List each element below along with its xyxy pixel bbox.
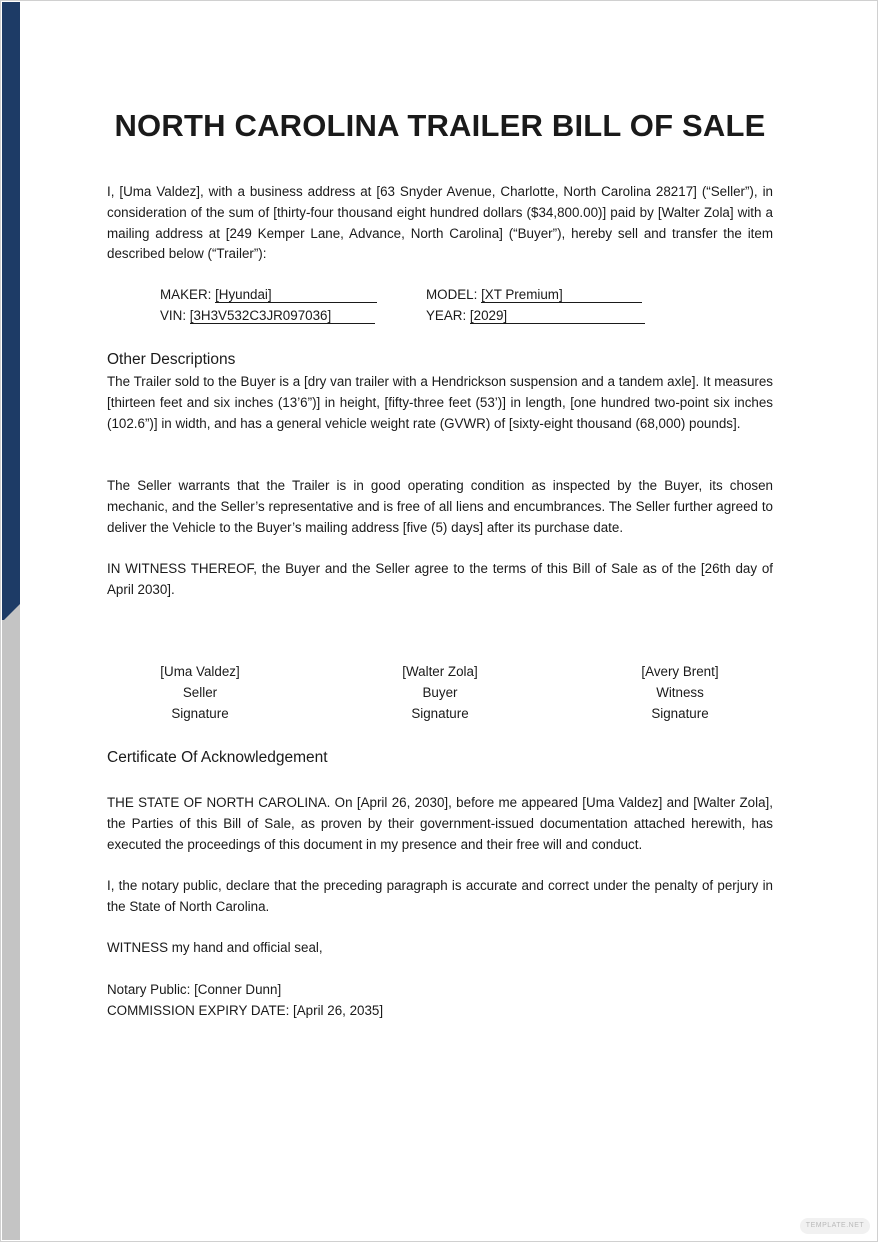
spec-model (426, 285, 642, 306)
notary-name-line: Notary Public: [Conner Dunn] (107, 982, 282, 997)
maker-value: [Hyundai] (215, 287, 377, 303)
spec-maker (160, 285, 377, 306)
signature-role: Witness (656, 684, 704, 700)
witness-paragraph (107, 559, 773, 601)
notary-declaration: I, the notary public, declare that the preceding paragraph is accurate and correct under the penalty of perjury in the State of North Carolina. (107, 878, 773, 914)
signature-block-seller (100, 662, 300, 724)
watermark-badge: TEMPLATE.NET (800, 1218, 870, 1234)
warranty-paragraph: The Seller warrants that the Trailer is in good operating condition as inspected by the Buyer, its chosen mechanic, and the Seller’s representative and is free of all liens and encumbrances. The Seller further agreed to deliver the Vehicle to the Buyer’s mailing address [five (5) days] after its purchase date. (107, 478, 773, 535)
witness-lead: IN WITNESS THEREOF (107, 561, 254, 576)
other-descriptions-heading: Other Descriptions (107, 351, 236, 368)
signature-line: Signature (411, 705, 469, 721)
year-label: YEAR: (426, 308, 470, 323)
side-stripe-navy (2, 2, 20, 620)
signature-name: [Avery Brent] (641, 664, 719, 679)
model-value: [XT Premium] (481, 287, 642, 303)
witness-rest: , the Buyer and the Seller agree to the terms of this Bill of Sale as of the [26th day of April 2030]. (107, 561, 773, 597)
maker-label: MAKER: (160, 287, 216, 302)
signature-line: Signature (171, 705, 229, 721)
certificate-paragraph: THE STATE OF NORTH CAROLINA. On [April 26, 2030], before me appeared [Uma Valdez] and [Walter Zola], the Parties of this Bill of Sale, as proven by their government-issued documentation attached herewith, has executed the proceedings of this document in my presence and their free will and conduct. (107, 795, 773, 852)
signature-name: [Walter Zola] (402, 664, 478, 679)
signature-name: [Uma Valdez] (160, 664, 240, 679)
description-paragraph: The Trailer sold to the Buyer is a [dry van trailer with a Hendrickson suspension and a tandem axle]. It measures [thirteen feet and six inches (13’6”)] in height, [fifty-three feet (53’)] in length, [one hundred two-point six inches (102.6”)] in width, and has a general vehicle weight rate (GVWR) of [sixty-eight thousand (68,000) pounds]. (107, 374, 773, 431)
signature-line: Signature (651, 705, 709, 721)
intro-paragraph: I, [Uma Valdez], with a business address at [63 Snyder Avenue, Charlotte, North Carolina 28217] (“Seller”), in consideration of the sum of [thirty-four thousand eight hundred dollars ($34,800.00)] paid by [Walter Zola] with a mailing address at [249 Kemper Lane, Advance, North Carolina] (“Buyer”), hereby sell and transfer the item described below (“Trailer”): (107, 184, 773, 262)
vin-value: [3H3V532C3JR097036] (190, 308, 375, 324)
model-label: MODEL: (426, 287, 482, 302)
year-value: [2029] (470, 308, 645, 324)
spec-vin (160, 306, 375, 327)
vin-label: VIN: (160, 308, 190, 323)
signature-role: Buyer (422, 684, 458, 700)
certificate-heading: Certificate Of Acknowledgement (107, 749, 328, 766)
signature-block-witness (580, 662, 780, 724)
signature-role: Seller (182, 684, 218, 700)
side-stripe-gray (2, 620, 20, 1240)
document-title: NORTH CAROLINA TRAILER BILL OF SALE (114, 108, 766, 143)
commission-expiry-line: COMMISSION EXPIRY DATE: [April 26, 2035] (107, 1003, 384, 1018)
signature-block-buyer (340, 662, 540, 724)
witness-seal-line: WITNESS my hand and official seal, (107, 940, 323, 955)
spec-year (426, 306, 645, 327)
